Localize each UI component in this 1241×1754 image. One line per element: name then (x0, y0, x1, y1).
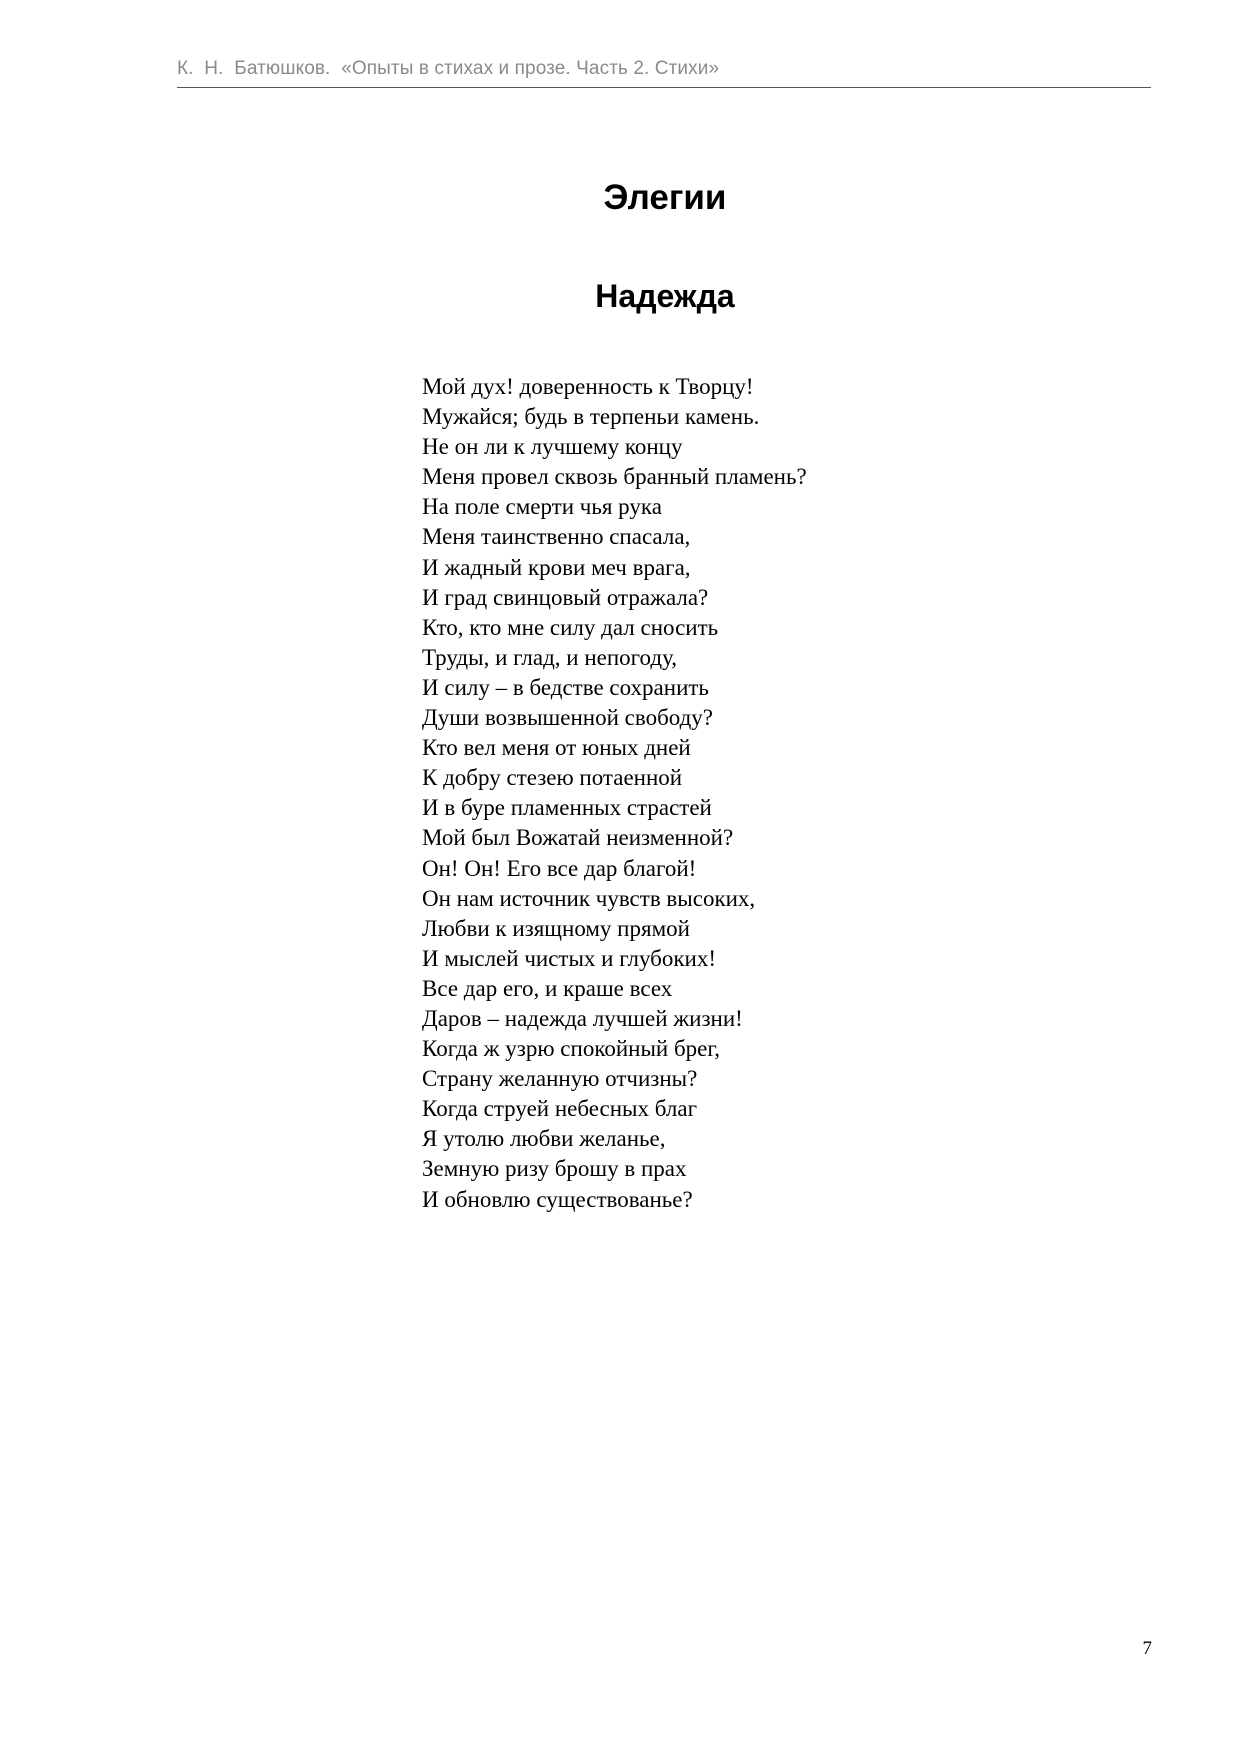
poem-line: Страну желанную отчизны? (422, 1066, 698, 1092)
poem-line: И град свинцовый отражала? (422, 584, 709, 610)
poem-line: И жадный крови меч врага, (422, 554, 691, 580)
poem-line: Даров – надежда лучшей жизни! (422, 1005, 743, 1031)
poem-title: Надежда (595, 278, 735, 314)
poem-body (422, 372, 807, 1215)
poem-line: Не он ли к лучшему концу (422, 434, 683, 460)
poem-line: Мой дух! доверенность к Творцу! (422, 374, 754, 399)
poem-line: Меня таинственно спасала, (422, 524, 691, 550)
poem-line: Мой был Вожатай неизменной? (422, 825, 734, 851)
poem-line: Он нам источник чувств высоких, (422, 885, 756, 911)
poem-line: Мужайся; будь в терпеньи камень. (422, 404, 760, 430)
section-title: Элегии (603, 178, 727, 217)
page-number: 7 (1142, 1638, 1152, 1659)
poem-line: Все дар его, и краше всех (422, 975, 673, 1001)
poem-line: Когда струей небесных благ (422, 1096, 698, 1122)
poem-line: И мыслей чистых и глубоких! (422, 945, 717, 971)
poem-line: Души возвышенной свободу? (422, 705, 714, 731)
poem-line: Меня провел сквозь бранный пламень? (422, 464, 807, 490)
running-header (177, 56, 1151, 88)
poem-line: И обновлю существованье? (422, 1186, 693, 1212)
poem-line: Кто, кто мне силу дал сносить (422, 614, 719, 640)
poem-line: На поле смерти чья рука (422, 494, 662, 520)
poem-line: И в буре пламенных страстей (422, 795, 712, 821)
running-header-text: К. Н. Батюшков. «Опыты в стихах и прозе. Часть 2. Стихи» (177, 58, 720, 79)
poem-line: Любви к изящному прямой (422, 915, 690, 941)
poem-line: Я утолю любви желанье, (422, 1126, 666, 1152)
poem-line: Земную ризу брошу в прах (422, 1156, 687, 1182)
poem-line: Труды, и глад, и непогоду, (422, 644, 678, 670)
poem-line: И силу – в бедстве сохранить (422, 674, 709, 700)
poem-line: Когда ж узрю спокойный брег, (422, 1036, 720, 1062)
poem-line: Он! Он! Его все дар благой! (422, 855, 697, 881)
poem-line: Кто вел меня от юных дней (422, 735, 691, 761)
poem-line: К добру стезею потаенной (422, 765, 683, 791)
